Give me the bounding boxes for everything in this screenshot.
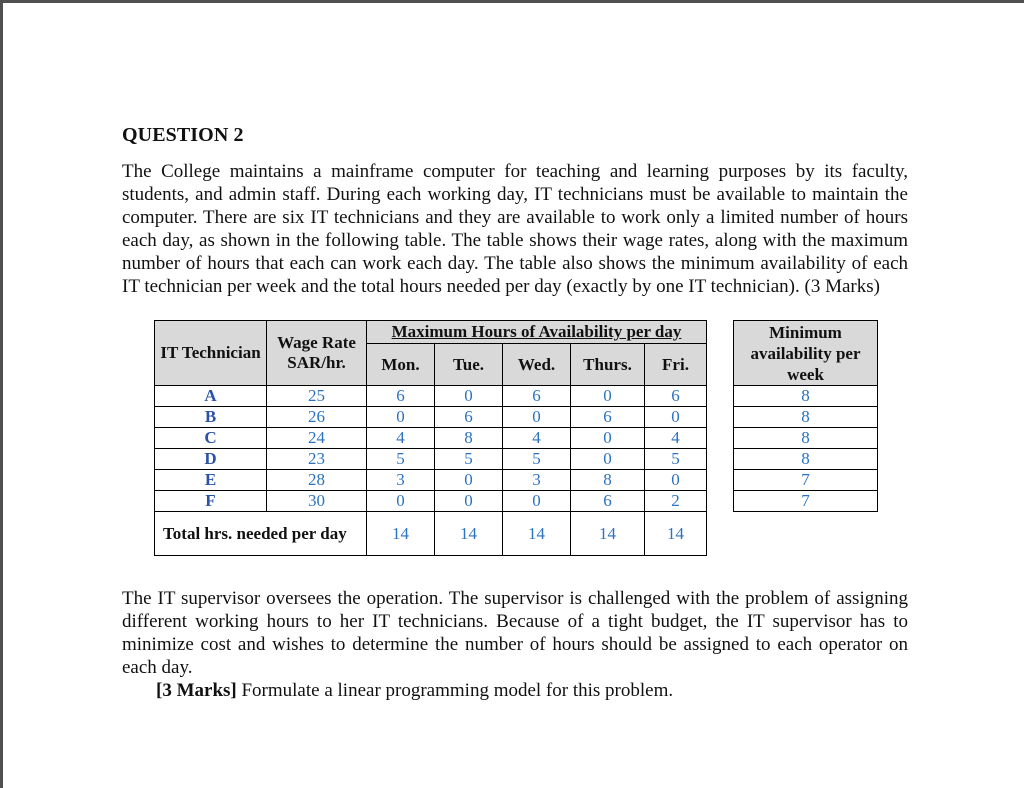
technician-cell: F <box>155 491 267 512</box>
hours-cell: 6 <box>503 386 571 407</box>
min-availability-cell: 7 <box>734 491 878 512</box>
wage-cell: 24 <box>267 428 367 449</box>
hours-cell: 3 <box>367 470 435 491</box>
closing-paragraph: The IT supervisor oversees the operation. The supervisor is challenged with the problem of assigning different working hours to her IT technicians. Because of a tight budget, the IT supervisor has to minimize cost and wishes to determine the number of hours should be assigned to each operator on each day. <box>122 588 908 679</box>
page-left-border <box>0 0 3 788</box>
wage-cell: 28 <box>267 470 367 491</box>
min-availability-cell: 8 <box>734 449 878 470</box>
hours-cell: 6 <box>571 491 645 512</box>
totals-row <box>155 512 707 556</box>
technician-cell: E <box>155 470 267 491</box>
header-min-availability: Minimum availability per week <box>734 321 878 386</box>
hours-cell: 6 <box>367 386 435 407</box>
question-heading: QUESTION 2 <box>122 124 244 146</box>
hours-cell: 6 <box>645 386 707 407</box>
hours-cell: 0 <box>435 386 503 407</box>
hours-cell: 0 <box>367 491 435 512</box>
min-availability-cell: 8 <box>734 386 878 407</box>
wage-cell: 25 <box>267 386 367 407</box>
table-row <box>155 470 707 491</box>
total-cell: 14 <box>367 512 435 556</box>
intro-paragraph: The College maintains a mainframe computer for teaching and learning purposes by its faculty, students, and admin staff. During each working day, IT technicians must be available to maintain the computer. There are six IT technicians and they are available to work only a limited number of hours each day, as shown in the following table. The table shows their wage rates, along with the maximum number of hours that each can work each day. The table also shows the minimum availability of each IT technician per week and the total hours needed per day (exactly by one IT technician). (3 Marks) <box>122 161 908 298</box>
total-cell: 14 <box>645 512 707 556</box>
hours-cell: 5 <box>503 449 571 470</box>
table-row <box>155 386 707 407</box>
wage-cell: 30 <box>267 491 367 512</box>
hours-cell: 6 <box>571 407 645 428</box>
hours-cell: 8 <box>435 428 503 449</box>
hours-cell: 0 <box>503 407 571 428</box>
technician-cell: C <box>155 428 267 449</box>
total-hours-label: Total hrs. needed per day <box>155 512 367 556</box>
min-availability-cell: 7 <box>734 470 878 491</box>
wage-cell: 26 <box>267 407 367 428</box>
hours-cell: 0 <box>645 407 707 428</box>
table-row <box>155 428 707 449</box>
technician-cell: D <box>155 449 267 470</box>
minimum-availability-table <box>733 320 878 512</box>
hours-cell: 3 <box>503 470 571 491</box>
total-cell: 14 <box>435 512 503 556</box>
header-wage-rate: Wage Rate SAR/hr. <box>267 321 367 386</box>
technician-cell: A <box>155 386 267 407</box>
task-marks: [3 Marks] <box>156 680 237 701</box>
hours-cell: 8 <box>571 470 645 491</box>
table-row <box>155 407 707 428</box>
hours-cell: 4 <box>645 428 707 449</box>
header-day-thurs: Thurs. <box>571 344 645 386</box>
hours-cell: 0 <box>571 386 645 407</box>
hours-cell: 6 <box>435 407 503 428</box>
hours-cell: 4 <box>503 428 571 449</box>
hours-cell: 5 <box>645 449 707 470</box>
hours-cell: 4 <box>367 428 435 449</box>
task-line <box>156 679 673 702</box>
min-availability-cell: 8 <box>734 407 878 428</box>
header-technician: IT Technician <box>155 321 267 386</box>
hours-cell: 0 <box>645 470 707 491</box>
hours-cell: 5 <box>367 449 435 470</box>
hours-cell: 5 <box>435 449 503 470</box>
hours-cell: 0 <box>435 491 503 512</box>
total-cell: 14 <box>503 512 571 556</box>
total-cell: 14 <box>571 512 645 556</box>
header-day-mon: Mon. <box>367 344 435 386</box>
availability-table <box>154 320 707 556</box>
header-max-hours <box>367 321 707 344</box>
header-max-hours-label: Maximum Hours of Availability per day <box>391 322 682 342</box>
hours-cell: 2 <box>645 491 707 512</box>
header-day-tue: Tue. <box>435 344 503 386</box>
table-row <box>155 491 707 512</box>
hours-cell: 0 <box>367 407 435 428</box>
technician-cell: B <box>155 407 267 428</box>
task-text: Formulate a linear programming model for this problem. <box>236 680 674 701</box>
min-availability-cell: 8 <box>734 428 878 449</box>
hours-cell: 0 <box>571 449 645 470</box>
hours-cell: 0 <box>571 428 645 449</box>
wage-cell: 23 <box>267 449 367 470</box>
header-day-fri: Fri. <box>645 344 707 386</box>
table-row <box>155 449 707 470</box>
header-day-wed: Wed. <box>503 344 571 386</box>
page-top-border <box>0 0 1024 3</box>
hours-cell: 0 <box>503 491 571 512</box>
hours-cell: 0 <box>435 470 503 491</box>
